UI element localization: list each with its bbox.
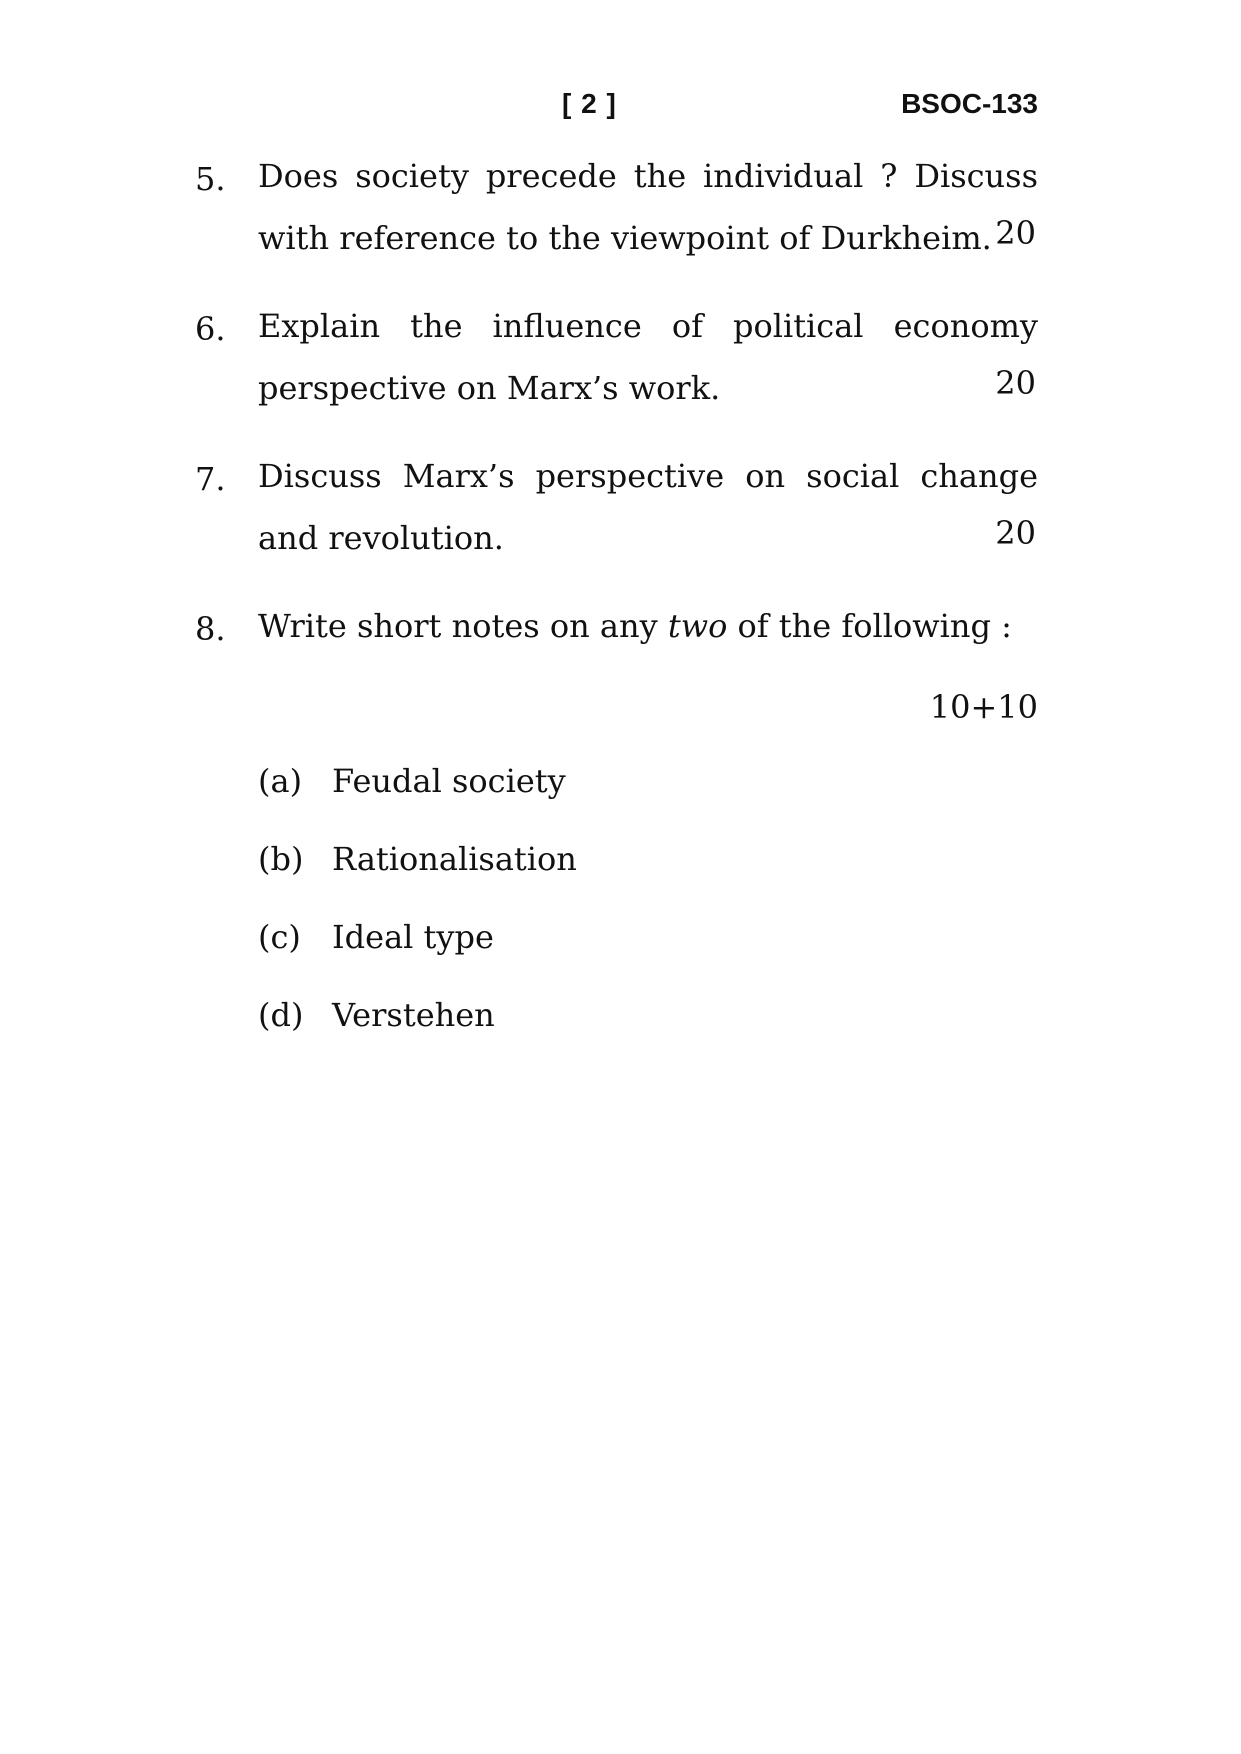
option-letter: (a): [258, 762, 303, 800]
question-text-line-1: Explain the influence of political economy: [258, 307, 1038, 345]
course-code: BSOC-133: [901, 88, 1038, 119]
question-marks: 10+10: [929, 688, 1038, 726]
option-letter: (d): [258, 996, 304, 1034]
question-text-line-2: perspective on Marx’s work.: [258, 369, 721, 407]
question-text-end: of the following :: [727, 607, 1012, 645]
page-number: [ 2 ]: [562, 88, 617, 119]
question-marks: 20: [995, 364, 1036, 402]
question-text-start: Write short notes on any: [258, 607, 668, 645]
question-text-line-2: and revolution.: [258, 519, 504, 557]
option-text: Feudal society: [332, 762, 566, 800]
option-text: Rationalisation: [332, 840, 577, 878]
question-number: 7.: [195, 460, 226, 498]
option-text: Ideal type: [332, 918, 494, 956]
question-marks: 20: [995, 514, 1036, 552]
option-text: Verstehen: [332, 996, 495, 1034]
question-number: 5.: [195, 160, 226, 198]
option-letter: (b): [258, 840, 304, 878]
question-text-line-1: [258, 606, 1038, 646]
question-text-line-1: Does society precede the individual ? Discuss: [258, 157, 1038, 195]
question-text-line-1: Discuss Marx’s perspective on social change: [258, 457, 1038, 495]
option-letter: (c): [258, 918, 301, 956]
question-marks: 20: [995, 214, 1036, 252]
question-number: 8.: [195, 610, 226, 648]
question-text-line-2: with reference to the viewpoint of Durkheim.: [258, 219, 992, 257]
question-text-emphasis: two: [667, 607, 728, 645]
question-number: 6.: [195, 310, 226, 348]
